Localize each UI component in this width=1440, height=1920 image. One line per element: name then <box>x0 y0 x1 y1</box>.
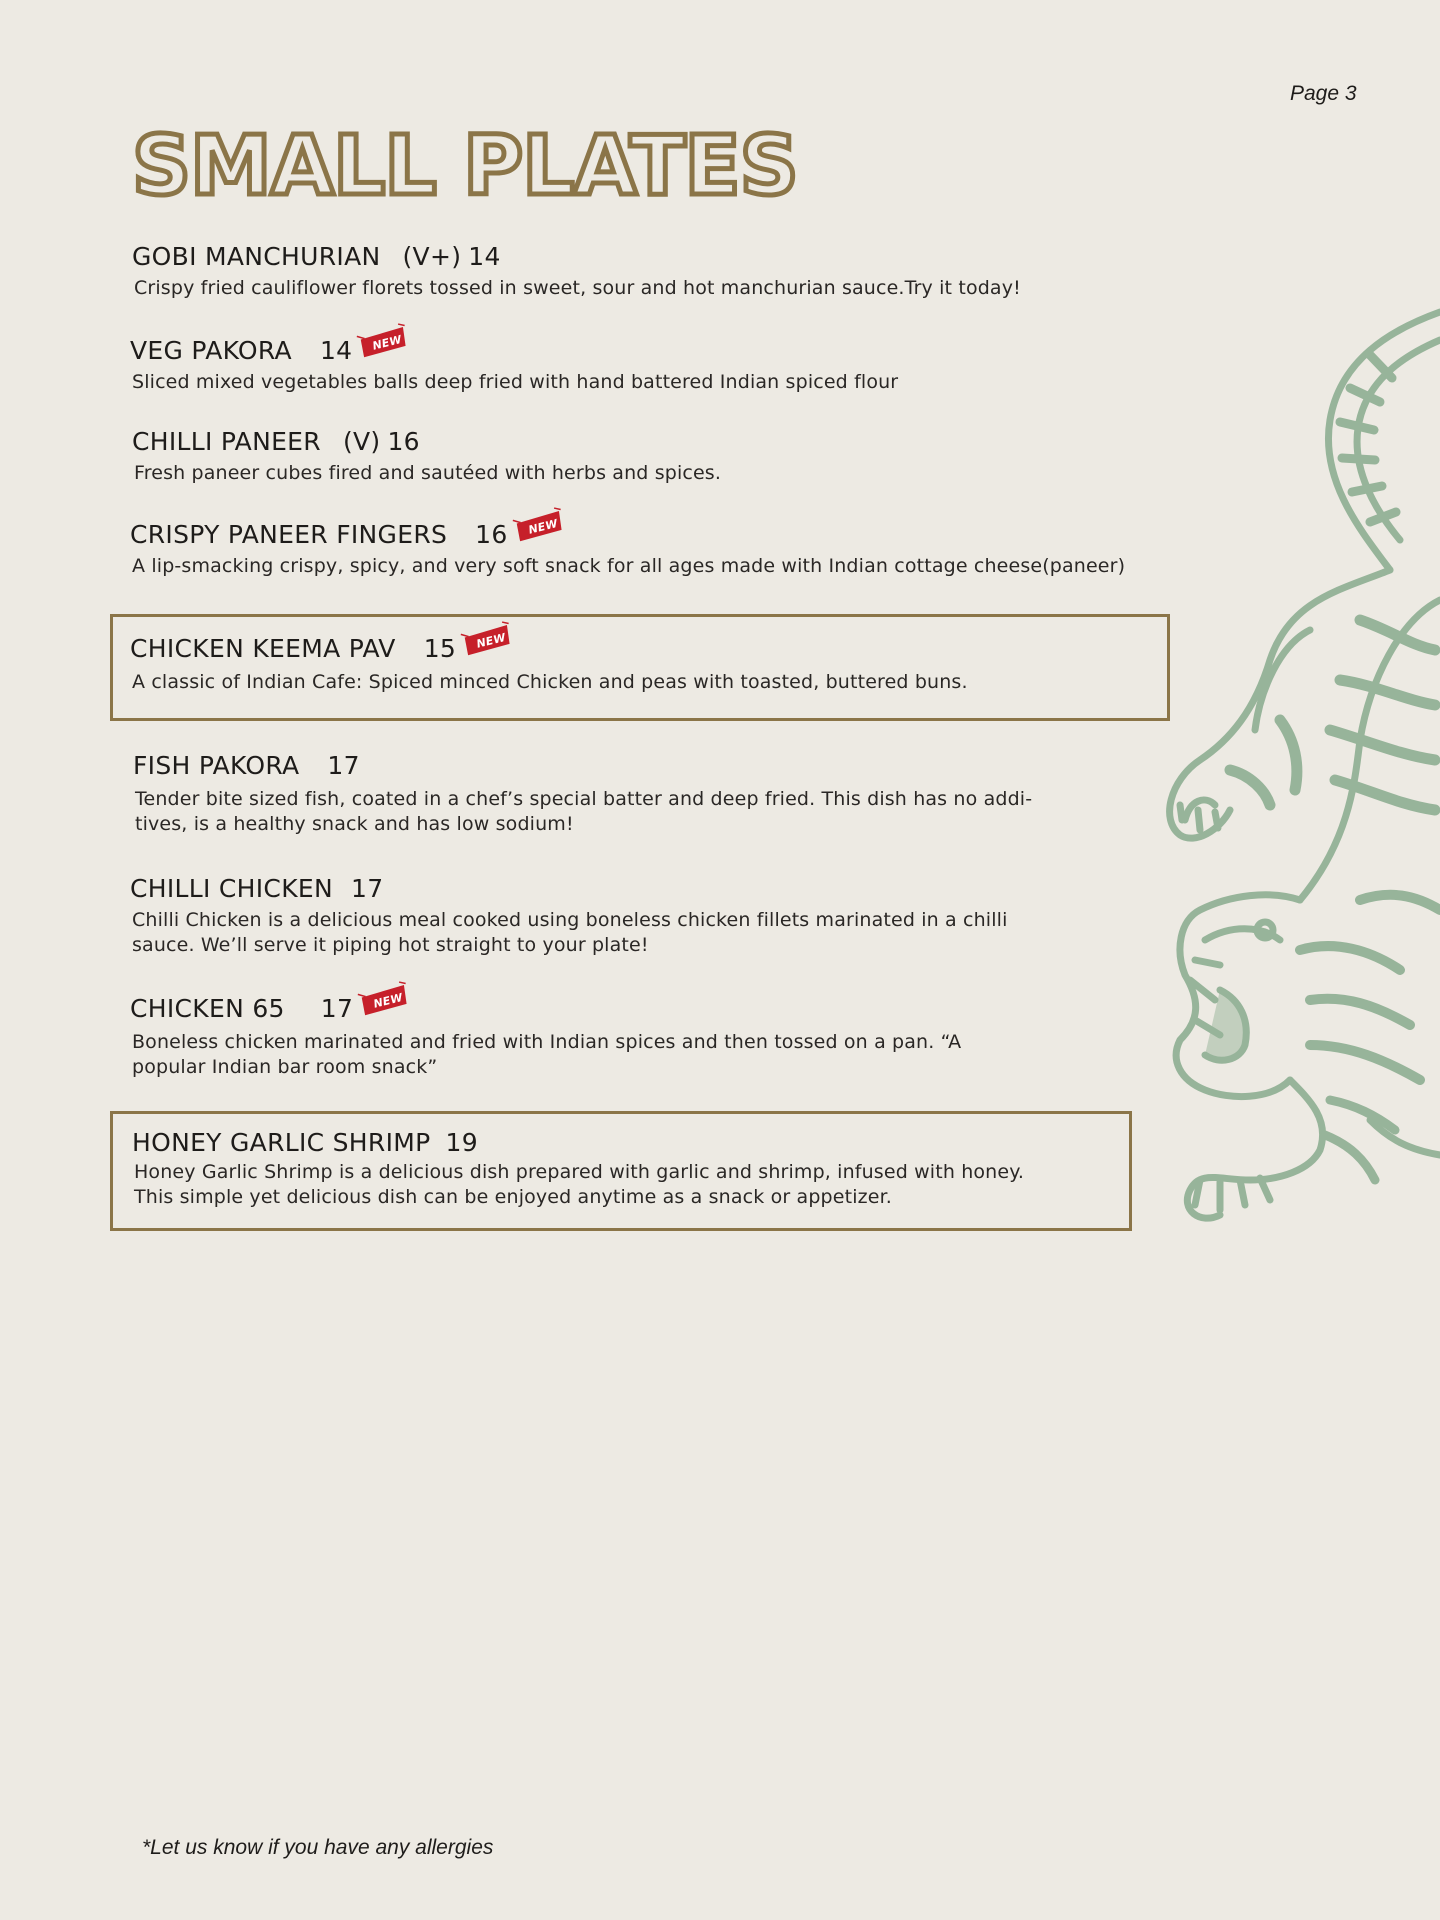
item-description-line: popular Indian bar room snack” <box>132 1056 438 1078</box>
item-description: A lip-smacking crispy, spicy, and very soft snack for all ages made with Indian cottage cheese(paneer) <box>132 555 1126 577</box>
svg-text:NEW: NEW <box>475 630 508 651</box>
item-description: Fresh paneer cubes fired and sautéed with herbs and spices. <box>134 462 722 484</box>
menu-item <box>130 872 1210 958</box>
item-name: GOBI MANCHURIAN <box>132 242 381 271</box>
item-description-line: sauce. We’ll serve it piping hot straight to your plate! <box>132 934 649 956</box>
menu-item <box>130 518 1210 579</box>
menu-item <box>130 992 1210 1080</box>
item-price: 17 <box>350 874 384 903</box>
item-description-line: Boneless chicken marinated and fried with Indian spices and then tossed on a pan. “A <box>132 1031 962 1053</box>
item-description-line: Chilli Chicken is a delicious meal cooked using boneless chicken fillets marinated in a chilli <box>132 909 1008 931</box>
svg-text:NEW: NEW <box>372 990 405 1011</box>
item-price: 16 <box>475 520 508 549</box>
item-price: 17 <box>327 751 360 780</box>
item-name: HONEY GARLIC SHRIMP <box>132 1128 431 1157</box>
item-description <box>134 1160 1212 1210</box>
allergy-note: *Let us know if you have any allergies <box>142 1836 494 1859</box>
new-badge-icon <box>462 623 514 666</box>
item-description <box>132 1030 1210 1080</box>
item-price: 19 <box>445 1128 478 1157</box>
item-price: 17 <box>320 994 354 1023</box>
page-number: Page 3 <box>1290 82 1357 105</box>
menu-item <box>132 1126 1212 1210</box>
section-title <box>132 119 798 214</box>
item-name: FISH PAKORA <box>133 751 300 780</box>
item-description: Crispy fried cauliflower florets tossed in sweet, sour and hot manchurian sauce.Try it today! <box>134 277 1021 299</box>
item-price: 14 <box>468 242 501 271</box>
item-description-line: tives, is a healthy snack and has low sodium! <box>135 813 574 835</box>
tiger-illustration <box>1160 300 1440 1254</box>
item-name: CHILLI PANEER <box>132 427 321 456</box>
section-title-text: SMALL PLATES <box>132 119 798 214</box>
item-description-line: This simple yet delicious dish can be enjoyed anytime as a snack or appetizer. <box>134 1186 892 1208</box>
item-description <box>135 787 1213 837</box>
item-price: 14 <box>319 336 353 365</box>
new-badge-icon <box>358 325 410 368</box>
menu-item <box>132 425 1212 486</box>
menu-item <box>130 334 1210 395</box>
item-description <box>132 908 1210 958</box>
new-badge-icon <box>359 983 411 1026</box>
item-diet-tag: (V+) <box>402 242 462 271</box>
item-description: A classic of Indian Cafe: Spiced minced Chicken and peas with toasted, buttered buns. <box>132 671 968 693</box>
item-description-line: Honey Garlic Shrimp is a delicious dish prepared with garlic and shrimp, infused with honey. <box>134 1161 1025 1183</box>
item-price: 16 <box>387 427 420 456</box>
item-name: VEG PAKORA <box>130 336 292 365</box>
item-name: CHILLI CHICKEN <box>130 874 333 903</box>
svg-text:NEW: NEW <box>371 332 404 353</box>
item-description: Sliced mixed vegetables balls deep fried with hand battered Indian spiced flour <box>132 371 899 393</box>
menu-item <box>132 240 1212 301</box>
item-diet-tag: (V) <box>342 427 381 456</box>
menu-item <box>133 749 1213 837</box>
item-name: CHICKEN 65 <box>130 994 285 1023</box>
item-description-line: Tender bite sized fish, coated in a chef’s special batter and deep fried. This dish has no addi- <box>135 788 1033 810</box>
menu-item <box>130 632 1210 695</box>
item-name: CRISPY PANEER FINGERS <box>130 520 448 549</box>
svg-text:NEW: NEW <box>526 516 559 537</box>
new-badge-icon <box>514 509 566 552</box>
item-name: CHICKEN KEEMA PAV <box>130 634 396 663</box>
item-price: 15 <box>423 634 457 663</box>
